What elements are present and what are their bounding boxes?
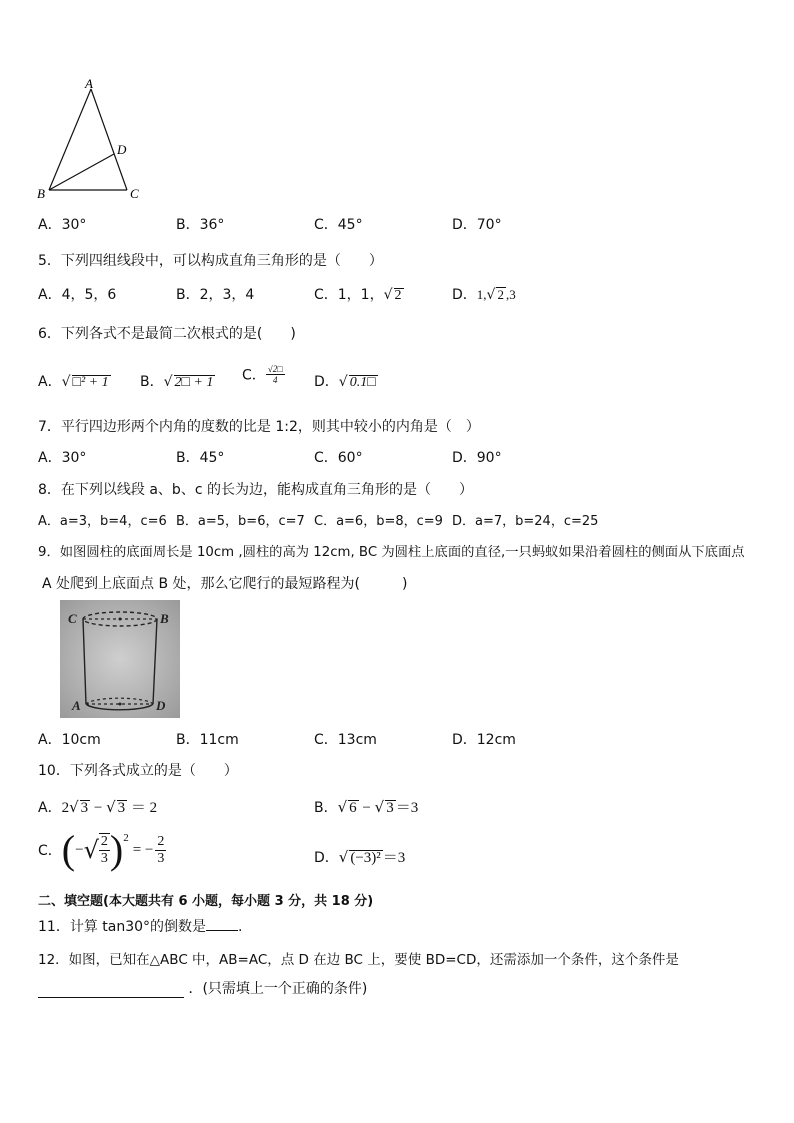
q10-option-b: B．√ 6 − √ 3 ＝3 [314,798,419,816]
section-2-heading: 二、填空题(本大题共有 6 小题，每小题 3 分，共 18 分) [38,894,374,909]
q4-option-b: B．36° [176,217,225,233]
q5-option-a: A．4，5，6 [38,287,117,303]
q8-stem: 8．在下列以线段 a、b、c 的长为边，能构成直角三角形的是（ ） [38,482,473,498]
q9-option-d: D．12cm [452,732,516,748]
q7-stem: 7．平行四边形两个内角的度数的比是 1:2，则其中较小的内角是（ ） [38,419,480,435]
label-C: C [130,186,139,200]
q7-option-a: A．30° [38,450,87,466]
q9-option-b: B．11cm [176,732,239,748]
q5-stem: 5．下列四组线段中，可以构成直角三角形的是（ ） [38,253,383,269]
q11-answer-blank[interactable] [206,918,238,931]
cyl-label-A: A [72,698,81,713]
q7-option-d: D．90° [452,450,502,466]
q8-option-a: A．a=3，b=4，c=6 [38,514,167,529]
label-B: B [37,186,45,200]
q10-option-c: C． ( − √ $\frac{2}{3}$ ) 2 = − $\frac{2}{3}$ [38,827,165,872]
q6-option-c: C． $\frac{√2□}{4}$ [242,364,283,385]
q4-option-c: C．45° [314,217,363,233]
label-D: D [117,142,127,157]
q8-option-b: B．a=5，b=6，c=7 [176,514,305,529]
q10-option-d: D．√ (−3)² ＝3 [314,848,406,866]
q10-option-a: A．2√ 3 − √ 3 ＝ 2 [38,798,158,816]
q12-stem-line1: 12．如图，已知在△ABC 中，AB=AC，点 D 在边 BC 上，要使 BD=CD，还需添加一个条件，这个条件是 [38,952,679,968]
q4-option-a: A．30° [38,217,87,233]
q9-option-c: C．13cm [314,732,377,748]
cyl-label-D: D [156,698,166,713]
q9-option-a: A．10cm [38,732,101,748]
label-A: A [85,76,93,91]
q5-option-d: D．1,√ 2 ,3 [452,287,516,303]
q8-option-c: C．a=6，b=8，c=9 [314,514,443,529]
cylinder-figure [60,600,180,718]
q8-option-d: D．a=7，b=24，c=25 [452,514,599,529]
q5-option-c: C．1，1，√ 2 [314,287,402,303]
q5-option-b: B．2，3，4 [176,287,255,303]
q12-stem-line2: ．(只需填上一个正确的条件) [38,978,367,998]
q12-answer-blank[interactable] [38,983,184,998]
q6-option-d: D．√ 0.1□ [314,374,376,390]
q6-stem: 6．下列各式不是最简二次根式的是( ) [38,326,296,342]
triangle-figure [34,76,144,200]
q7-option-c: C．60° [314,450,363,466]
cyl-label-B: B [160,611,169,626]
q9-stem-line2: A 处爬到上底面点 B 处，那么它爬行的最短路程为( ) [42,576,408,592]
q4-option-d: D．70° [452,217,502,233]
q9-stem-line1: 9．如图圆柱的底面周长是 10cm ,圆柱的高为 12cm, BC 为圆柱上底面的直径,一只蚂蚁如果沿着圆柱的侧面从下底面点 [38,545,745,560]
q10-stem: 10．下列各式成立的是（ ） [38,763,238,779]
cyl-label-C: C [68,611,77,626]
q11-stem: 11．计算 tan30°的倒数是 . [38,919,243,935]
q6-option-b: B．√ 2□ + 1 [140,374,214,390]
q6-option-a: A．√ □² + 1 [38,374,109,390]
q7-option-b: B．45° [176,450,225,466]
